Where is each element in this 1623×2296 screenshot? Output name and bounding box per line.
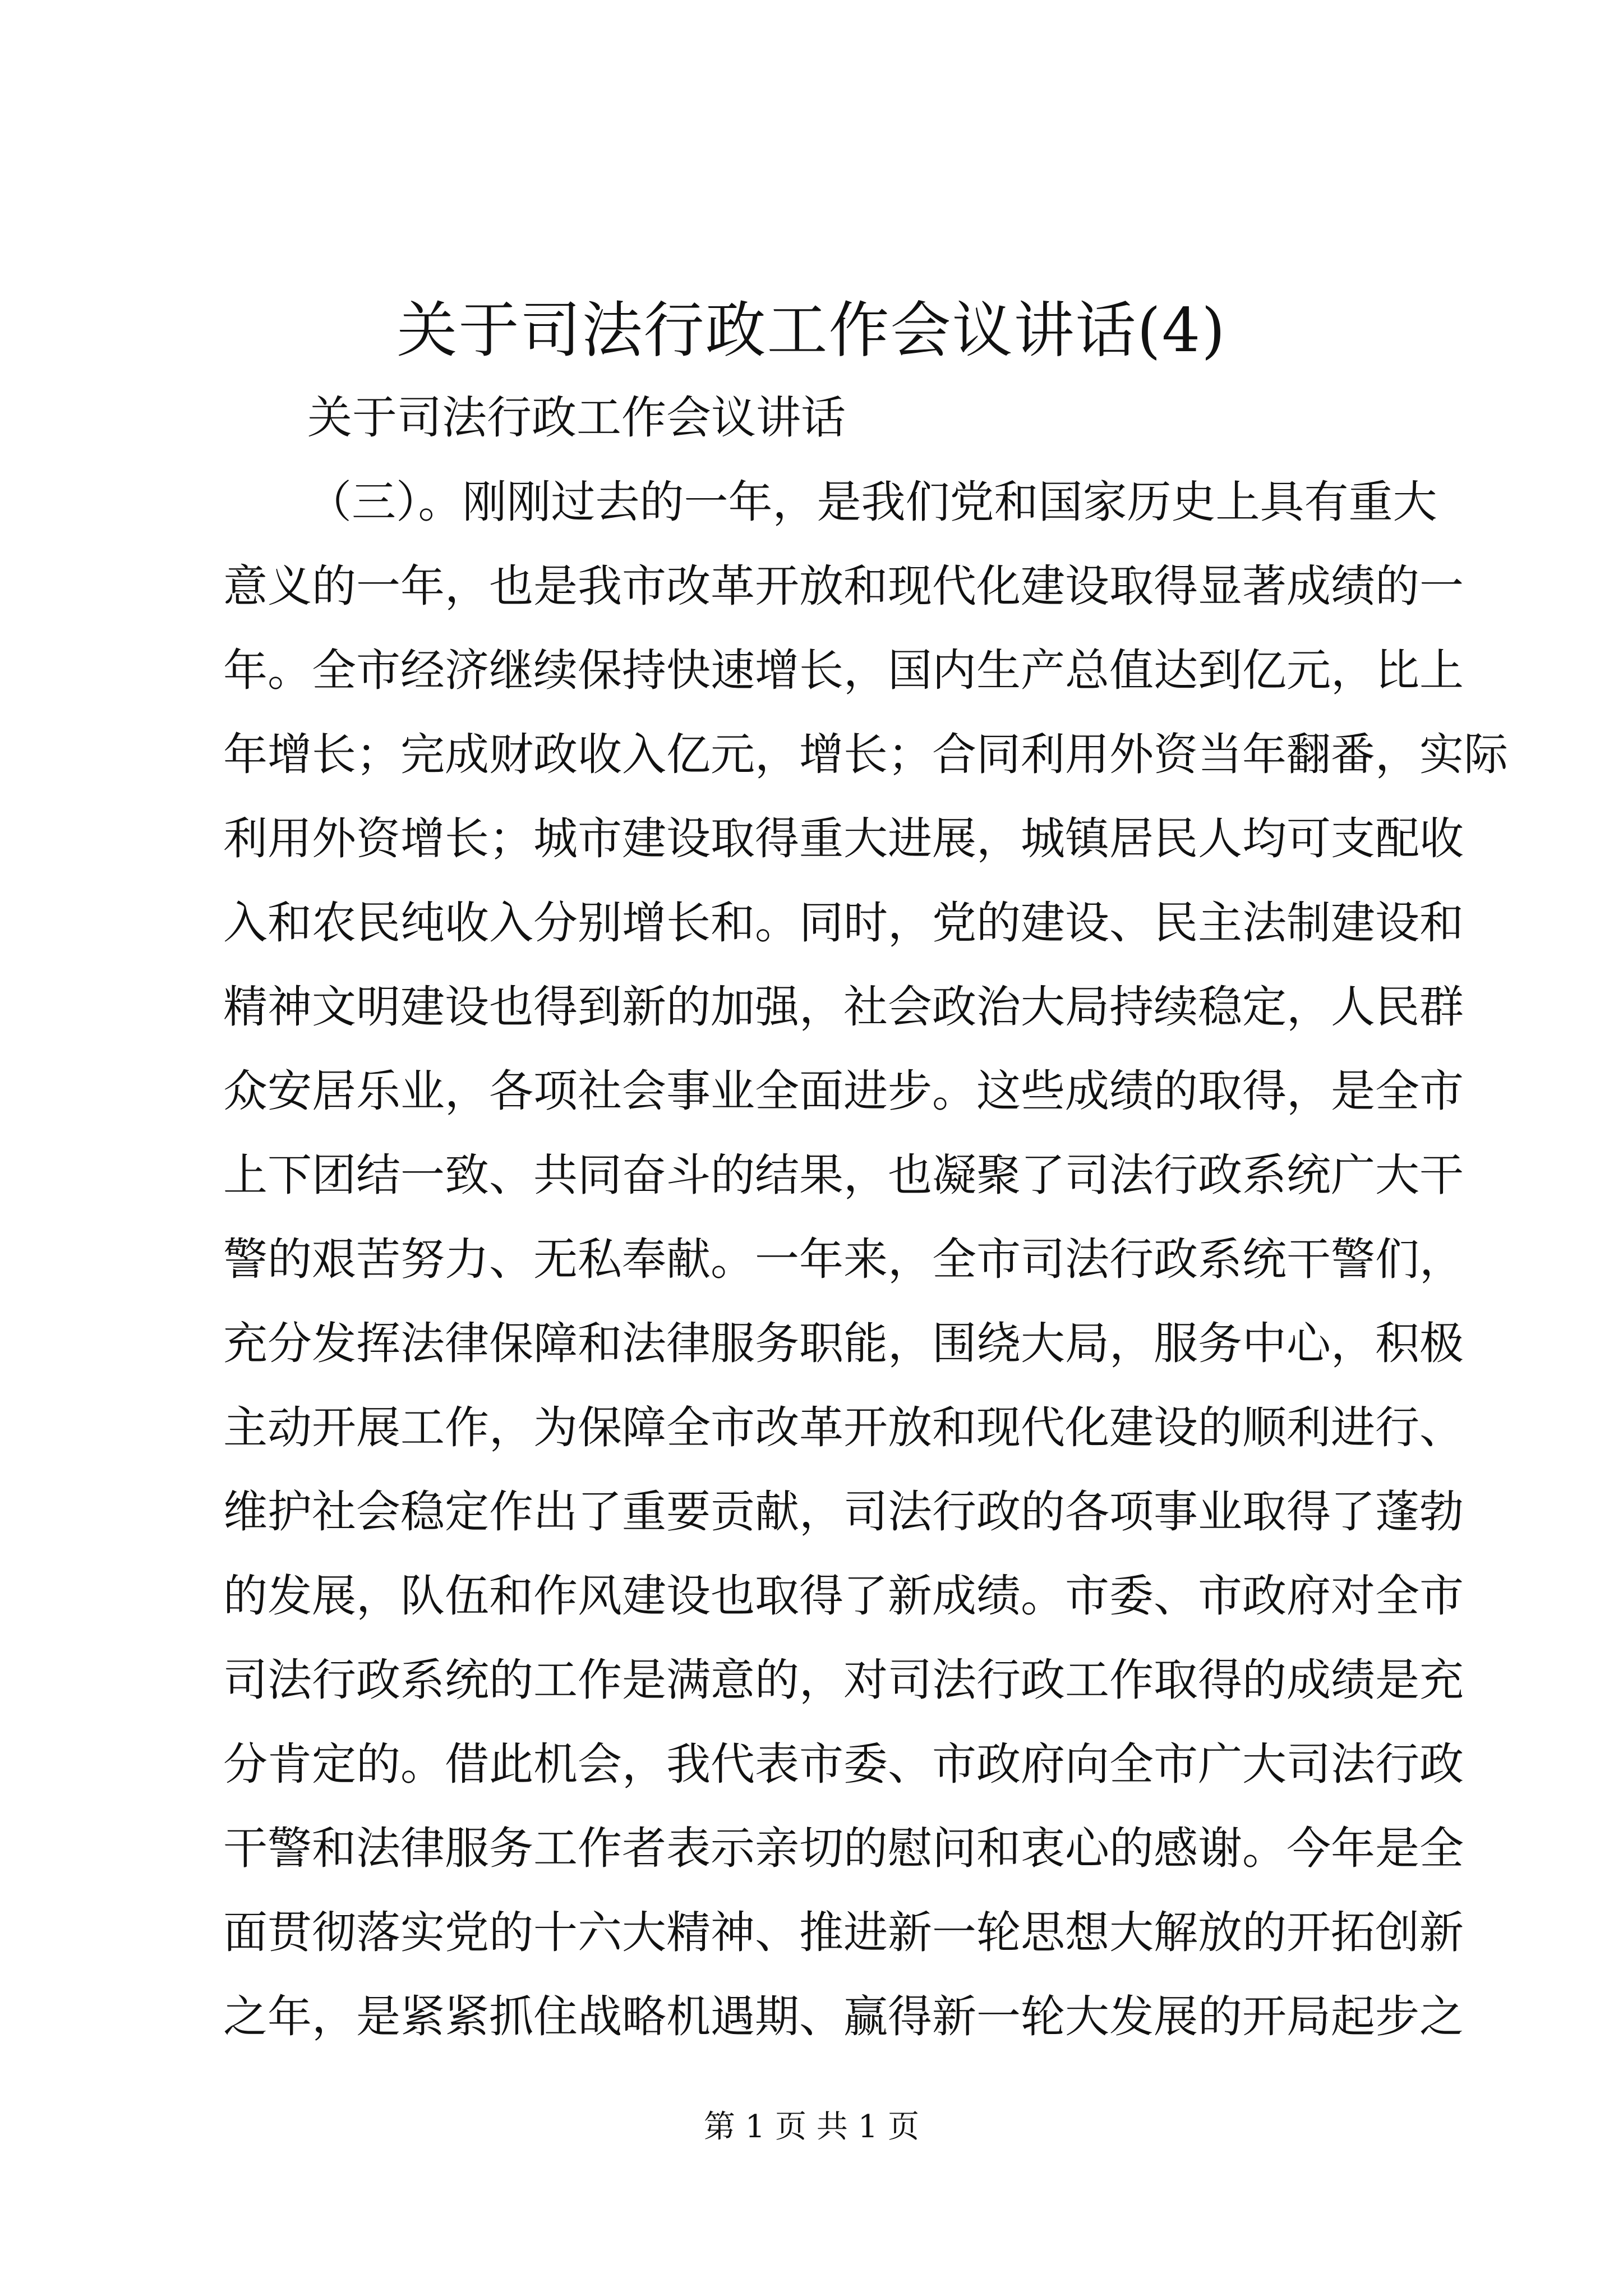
body-line: 干警和法律服务工作者表示亲切的慰问和衷心的感谢。今年是全 [223,1823,1464,1874]
document-subtitle: 关于司法行政工作会议讲话 [307,392,846,444]
body-line: 众安居乐业，各项社会事业全面进步。这些成绩的取得，是全市 [223,1065,1464,1117]
body-line: 年增长；完成财政收入亿元，增长；合同利用外资当年翻番，实际 [223,729,1508,780]
body-line: 司法行政系统的工作是满意的，对司法行政工作取得的成绩是充 [223,1654,1464,1706]
body-line: 利用外资增长；城市建设取得重大进展，城镇居民人均可支配收 [223,813,1464,864]
body-line: 面贯彻落实党的十六大精神、推进新一轮思想大解放的开拓创新 [223,1907,1464,1958]
document-title: 关于司法行政工作会议讲话(4) [396,296,1227,366]
body-line: 年。全市经济继续保持快速增长，国内生产总值达到亿元，比上 [223,645,1464,696]
body-line: 意义的一年，也是我市改革开放和现代化建设取得显著成绩的一 [223,560,1464,612]
body-line: 入和农民纯收入分别增长和。同时，党的建设、民主法制建设和 [223,897,1464,949]
body-line: 警的艰苦努力、无私奉献。一年来，全市司法行政系统干警们， [223,1234,1464,1285]
body-line: 上下团结一致、共同奋斗的结果，也凝聚了司法行政系统广大干 [223,1149,1464,1201]
body-line: 分肯定的。借此机会，我代表市委、市政府向全市广大司法行政 [223,1738,1464,1790]
body-line: 主动开展工作，为保障全市改革开放和现代化建设的顺利进行、 [223,1402,1464,1453]
body-line: 的发展，队伍和作风建设也取得了新成绩。市委、市政府对全市 [223,1570,1464,1622]
body-line: 充分发挥法律保障和法律服务职能，围绕大局，服务中心，积极 [223,1318,1464,1369]
body-line: （三）。刚刚过去的一年，是我们党和国家历史上具有重大 [307,476,1437,528]
body-line: 精神文明建设也得到新的加强，社会政治大局持续稳定，人民群 [223,981,1464,1033]
body-line: 之年，是紧紧抓住战略机遇期、赢得新一轮大发展的开局起步之 [223,1991,1464,2042]
page-footer: 第 1 页 共 1 页 [703,2109,920,2145]
body-line: 维护社会稳定作出了重要贡献，司法行政的各项事业取得了蓬勃 [223,1486,1464,1538]
